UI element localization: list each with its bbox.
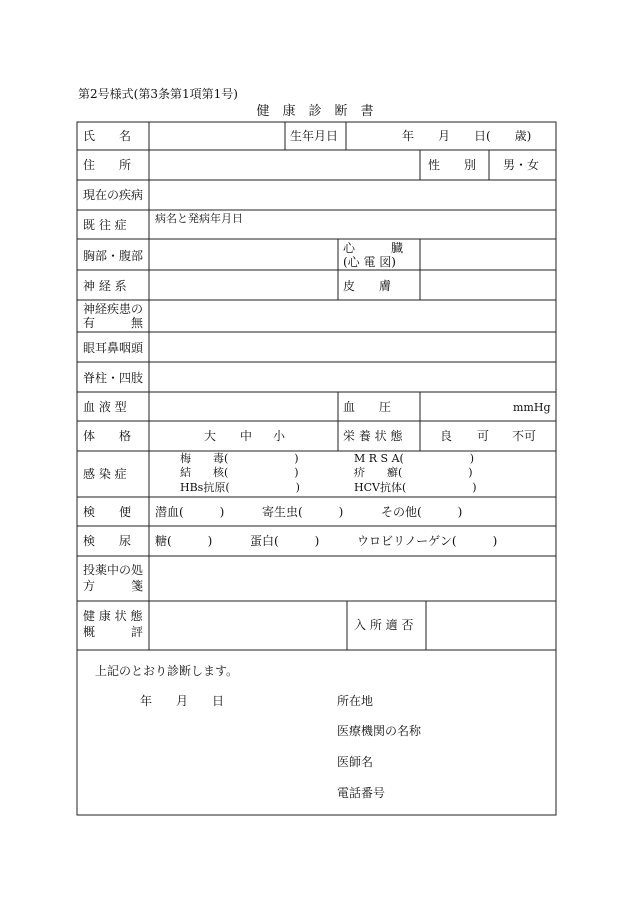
blood-type-field[interactable]	[150, 393, 337, 420]
admission-suitability-field[interactable]	[427, 602, 555, 649]
signature-date[interactable]: 年 月 日	[140, 694, 225, 708]
nutrition-option-fair[interactable]: 可	[477, 429, 490, 443]
nervous-system-field[interactable]	[150, 271, 337, 299]
ent-field[interactable]	[150, 333, 555, 361]
institution-name-label: 医療機関の名称	[337, 724, 422, 738]
prescription-label-1: 投薬中の処	[83, 563, 144, 577]
urine-urobilinogen[interactable]: ウロビリノーゲン( )	[357, 534, 498, 548]
name-label: 氏 名	[83, 129, 132, 143]
ent-label: 眼耳鼻咽頭	[83, 341, 144, 355]
sex-label: 性 別	[428, 158, 477, 172]
address-field[interactable]	[150, 151, 419, 179]
skin-field[interactable]	[421, 271, 555, 299]
blood-pressure-label: 血 圧	[343, 400, 392, 414]
skin-label: 皮 膚	[343, 279, 392, 293]
doctor-name-label: 医師名	[337, 755, 374, 769]
sex-value[interactable]: 男・女	[503, 158, 540, 172]
physique-label: 体 格	[83, 429, 132, 443]
health-status-label-2: 概 評	[83, 625, 144, 639]
infection-hbs-antigen[interactable]: HBs抗原( )	[180, 481, 300, 494]
urine-test-label: 検 尿	[83, 534, 132, 548]
stool-occult-blood[interactable]: 潜血( )	[155, 505, 225, 519]
spine-limbs-label: 脊柱・四肢	[83, 371, 144, 385]
admission-suitability-label: 入 所 適 否	[354, 618, 414, 632]
stool-parasite[interactable]: 寄生虫( )	[262, 505, 344, 519]
blood-type-label: 血 液 型	[83, 400, 127, 414]
chest-abdomen-label: 胸部・腹部	[83, 249, 144, 263]
infection-tuberculosis[interactable]: 結 核( )	[180, 466, 299, 479]
health-status-label-1: 健 康 状 態	[83, 609, 143, 623]
phone-number-label: 電話番号	[337, 786, 386, 800]
infection-label: 感 染 症	[83, 467, 127, 481]
prescription-field[interactable]	[150, 557, 555, 600]
form-number: 第2号様式(第3条第1項第1号)	[78, 87, 238, 101]
heart-field[interactable]	[421, 240, 555, 269]
dob-label: 生年月日	[290, 129, 339, 143]
stool-other[interactable]: その他( )	[381, 505, 463, 519]
neuro-disease-label-1: 神経疾患の	[83, 302, 144, 316]
physique-option-small[interactable]: 小	[273, 429, 286, 443]
stool-test-label: 検 便	[83, 505, 132, 519]
blood-pressure-unit: mmHg	[513, 401, 551, 414]
nervous-system-label: 神 経 系	[83, 279, 127, 293]
document-title: 健 康 診 断 書	[256, 104, 374, 119]
infection-mrsa[interactable]: M R S A( )	[354, 452, 475, 465]
physique-option-large[interactable]: 大	[204, 429, 217, 443]
urine-protein[interactable]: 蛋白( )	[250, 534, 320, 548]
dob-field[interactable]	[347, 123, 555, 149]
chest-abdomen-field[interactable]	[150, 240, 337, 269]
clinic-address-label: 所在地	[337, 694, 374, 708]
neuro-disease-field[interactable]	[150, 301, 555, 331]
blood-pressure-field[interactable]	[421, 393, 509, 420]
spine-limbs-field[interactable]	[150, 363, 555, 391]
nutrition-label: 栄 養 状 態	[343, 429, 403, 443]
address-label: 住 所	[83, 158, 132, 172]
urine-sugar[interactable]: 糖( )	[155, 534, 213, 548]
nutrition-option-good[interactable]: 良	[440, 429, 453, 443]
infection-hcv-antibody[interactable]: HCV抗体( )	[354, 481, 477, 494]
infection-scabies[interactable]: 疥 癬( )	[354, 466, 473, 479]
diagnosis-statement: 上記のとおり診断します。	[95, 664, 239, 678]
name-field[interactable]	[150, 123, 284, 149]
heart-label-2: (心 電 図)	[343, 255, 396, 269]
infection-syphilis[interactable]: 梅 毒( )	[180, 452, 299, 465]
prescription-label-2: 方 箋	[83, 579, 144, 593]
health-status-field[interactable]	[150, 602, 346, 649]
past-illness-label: 既 往 症	[83, 218, 127, 232]
current-illness-label: 現在の疾病	[83, 188, 144, 202]
past-illness-field[interactable]	[150, 211, 555, 238]
physique-option-medium[interactable]: 中	[240, 429, 253, 443]
heart-label-1: 心 臓	[343, 241, 404, 255]
nutrition-option-poor[interactable]: 不可	[512, 429, 537, 443]
neuro-disease-label-2: 有 無	[83, 316, 144, 330]
current-illness-field[interactable]	[150, 181, 555, 209]
